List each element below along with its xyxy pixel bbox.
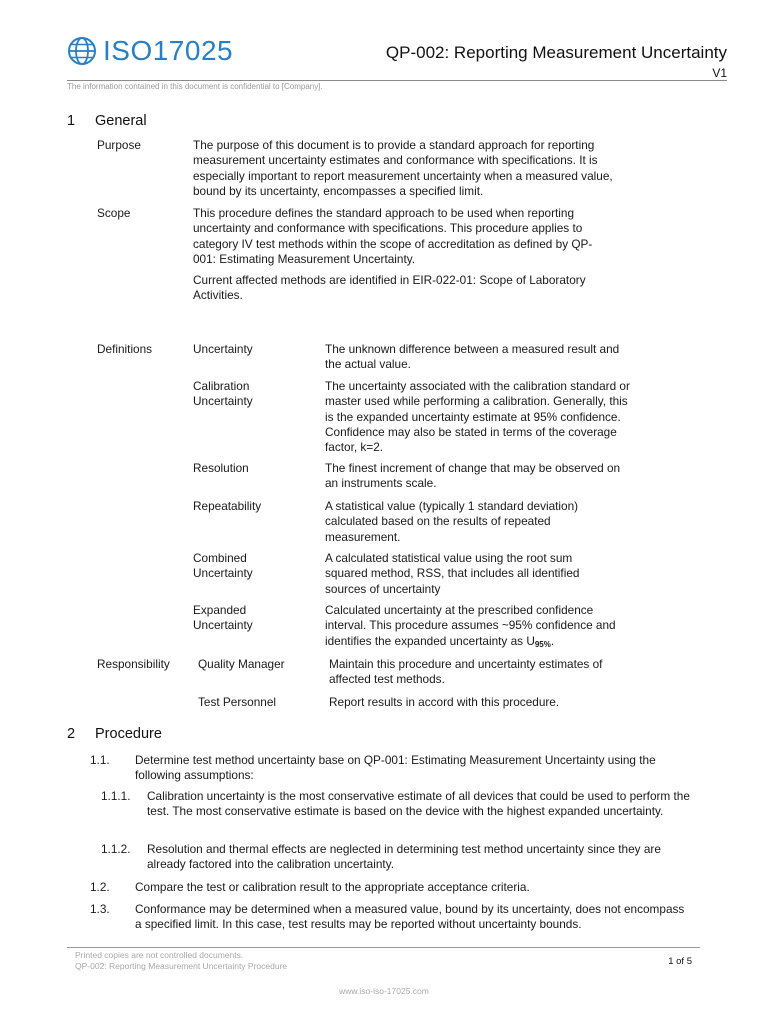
responsibility-label: Responsibility xyxy=(97,657,170,671)
footer-controlled-notice: Printed copies are not controlled documents. xyxy=(75,950,244,960)
logo-number: 17025 xyxy=(152,35,234,66)
step-text: Determine test method uncertainty base on QP-001: Estimating Measurement Uncertainty using the following assumptions: xyxy=(135,753,656,783)
page-number: 1 of 5 xyxy=(668,956,692,967)
definition-text: The finest increment of change that may be observed on an instruments scale. xyxy=(325,461,621,491)
document-title: QP-002: Reporting Measurement Uncertainty xyxy=(385,43,727,62)
step-text: Compare the test or calibration result to the appropriate acceptance criteria. xyxy=(135,880,530,894)
purpose-label: Purpose xyxy=(97,138,141,152)
definition-term: Uncertainty xyxy=(193,342,253,356)
definition-term: Combined Uncertainty xyxy=(193,551,253,580)
definitions-label: Definitions xyxy=(97,342,153,356)
footer-divider xyxy=(67,947,700,948)
iso-logo xyxy=(67,36,233,66)
responsibility-text: Maintain this procedure and uncertainty estimates of affected test methods. xyxy=(329,657,603,687)
section-number: 2 xyxy=(67,726,76,742)
step-number: 1.3. xyxy=(90,902,110,916)
footer-document-name: QP-002: Reporting Measurement Uncertainty Procedure xyxy=(75,961,288,971)
section-heading-general xyxy=(67,113,147,129)
definition-term: Resolution xyxy=(193,461,249,475)
confidential-notice: The information contained in this document is confidential to [Company]. xyxy=(67,82,323,91)
section-number: 1 xyxy=(67,113,76,129)
definition-text xyxy=(325,603,625,652)
footer-notes xyxy=(75,950,287,972)
subscript-95: 95% xyxy=(534,639,551,649)
definition-text-tail: . xyxy=(550,633,555,648)
definition-text: The unknown difference between a measured result and the actual value. xyxy=(325,342,620,372)
header-divider xyxy=(67,80,727,81)
step-text: Calibration uncertainty is the most conservative estimate of all devices that could be used to perform the test. The most conservative estimate is based on the device with the highest expanded uncertainty. xyxy=(147,789,690,819)
definition-text: The uncertainty associated with the calibration standard or master used while performing a calibration. Generally, this is the expanded uncertainty estimate at 95% confidence. Confidence may also be stated in terms of the coverage factor, k=2. xyxy=(325,379,630,455)
definition-term: Expanded Uncertainty xyxy=(193,603,253,632)
step-number: 1.1. xyxy=(90,753,110,767)
responsibility-role: Test Personnel xyxy=(198,695,277,709)
definition-text: A calculated statistical value using the root sum squared method, RSS, that includes all identified sources of uncertainty xyxy=(325,551,580,596)
responsibility-role: Quality Manager xyxy=(198,657,285,671)
purpose-text: The purpose of this document is to provide a standard approach for reporting measurement uncertainty estimates and conformance with specifications. It is especially important to report measurement uncertainty when a measured value, bound by its uncertainty, encompasses a specified limit. xyxy=(193,138,613,198)
document-version: V1 xyxy=(712,66,727,80)
scope-text-2: Current affected methods are identified in EIR-022-01: Scope of Laboratory Activities. xyxy=(193,273,586,303)
definition-term: Repeatability xyxy=(193,499,262,513)
section-title: Procedure xyxy=(95,726,162,742)
section-title: General xyxy=(95,113,147,129)
responsibility-text: Report results in accord with this procedure. xyxy=(329,695,560,709)
logo-iso: ISO xyxy=(103,35,153,66)
step-number: 1.1.1. xyxy=(101,789,131,803)
logo-text xyxy=(103,36,233,66)
scope-label: Scope xyxy=(97,206,131,220)
definition-term: Calibration Uncertainty xyxy=(193,379,253,408)
definition-text: A statistical value (typically 1 standard deviation) calculated based on the results of repeated measurement. xyxy=(325,499,579,544)
step-number: 1.2. xyxy=(90,880,110,894)
step-text: Resolution and thermal effects are neglected in determining test method uncertainty since they are already factored into the calibration uncertainty. xyxy=(147,842,661,872)
scope-text-1: This procedure defines the standard approach to be used when reporting uncertainty and conformance with specifications. This procedure applies to category IV test methods within the scope of accreditation as defined by QP-001: Estimating Measurement Uncertainty. xyxy=(193,206,593,266)
globe-icon xyxy=(67,36,97,66)
step-text: Conformance may be determined when a measured value, bound by its uncertainty, does not encompass a specified limit. In this case, test results may be reported without uncertainty bounds. xyxy=(135,902,685,932)
footer-url: www.iso-iso-17025.com xyxy=(339,986,429,996)
step-number: 1.1.2. xyxy=(101,842,131,856)
definition-text-main: Calculated uncertainty at the prescribed confidence interval. This procedure assumes ~95% confidence and identifies the expanded uncertainty as U xyxy=(325,603,616,648)
section-heading-procedure xyxy=(67,726,162,742)
